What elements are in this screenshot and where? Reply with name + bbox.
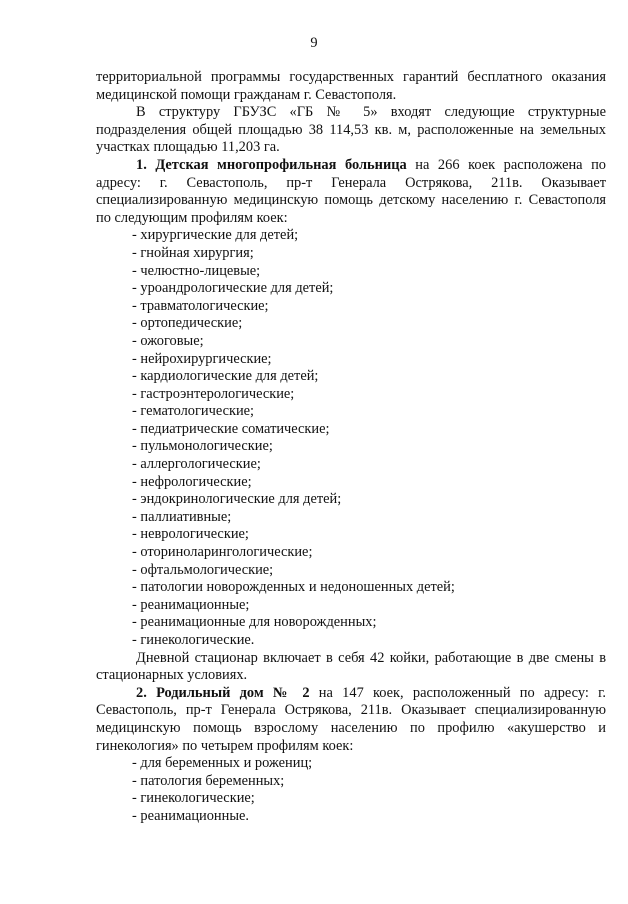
section2-bed-profile-list: [96, 755, 606, 825]
page-number: 9: [310, 35, 318, 51]
list-item: - для беременных и рожениц;: [132, 755, 313, 772]
list-item: - гематологические;: [132, 403, 255, 420]
section1-paragraph: [96, 157, 606, 227]
list-item: - гинекологические;: [132, 790, 255, 807]
list-item: - аллергологические;: [132, 456, 261, 473]
list-item: - паллиативные;: [132, 508, 232, 525]
list-item: - офтальмологические;: [132, 561, 274, 578]
list-item: - эндокринологические для детей;: [132, 491, 342, 508]
list-item: - реанимационные для новорожденных;: [132, 614, 377, 631]
section1-bed-profile-list: [96, 227, 606, 649]
list-item: - пульмонологические;: [132, 438, 273, 455]
list-item: - реанимационные.: [132, 807, 249, 824]
intro-continuation-paragraph: территориальной программы государственных гарантий бесплатного оказания медицинской помощи гражданам г. Севастополя.: [96, 69, 606, 103]
document-body: [96, 69, 606, 826]
section1-text: на 266 коек расположена по адресу: г. Севастополь, пр-т Генерала Острякова, 211в. Оказывает специализированную медицинскую помощь детскому населению г. Севастополя по следующим профилям коек:: [96, 156, 607, 226]
day-hospital-paragraph: Дневной стационар включает в себя 42 койки, работающие в две смены в стационарных условиях.: [96, 649, 606, 684]
section2-text: на 147 коек, расположенный по адресу: г. Севастополь, пр-т Генерала Острякова, 211в. Оказывает специализированную медицинскую помощь взрослому населению по профилю «акушерство и гинекология» по четырем профилям коек:: [96, 684, 606, 754]
list-item: - гинекологические.: [132, 632, 255, 648]
section2-paragraph: [96, 685, 606, 755]
list-item: - челюстно-лицевые;: [132, 262, 261, 279]
list-item: - кардиологические для детей;: [132, 368, 319, 385]
list-item: - неврологические;: [132, 526, 249, 543]
list-item: - патологии новорожденных и недоношенных детей;: [132, 579, 455, 596]
list-item: - ожоговые;: [132, 332, 204, 349]
list-item: - хирургические для детей;: [132, 227, 299, 244]
list-item: - ортопедические;: [132, 315, 243, 332]
list-item: - гнойная хирургия;: [132, 244, 254, 261]
list-item: - оториноларингологические;: [132, 544, 313, 561]
list-item: - нефрологические;: [132, 473, 252, 490]
section1-title: 1. Детская многопрофильная больница: [136, 156, 407, 173]
list-item: - нейрохирургические;: [132, 350, 272, 367]
list-item: - педиатрические соматические;: [132, 420, 330, 437]
list-item: - уроандрологические для детей;: [132, 280, 334, 297]
list-item: - патология беременных;: [132, 772, 285, 789]
list-item: - травматологические;: [132, 297, 269, 314]
structure-paragraph: В структуру ГБУЗС «ГБ № 5» входят следующие структурные подразделения общей площадью 38 114,53 кв. м, расположенные на земельных участках площадью 11,203 га.: [96, 104, 606, 156]
section2-title: 2. Родильный дом № 2: [136, 684, 310, 701]
list-item: - реанимационные;: [132, 596, 250, 613]
list-item: - гастроэнтерологические;: [132, 385, 295, 402]
